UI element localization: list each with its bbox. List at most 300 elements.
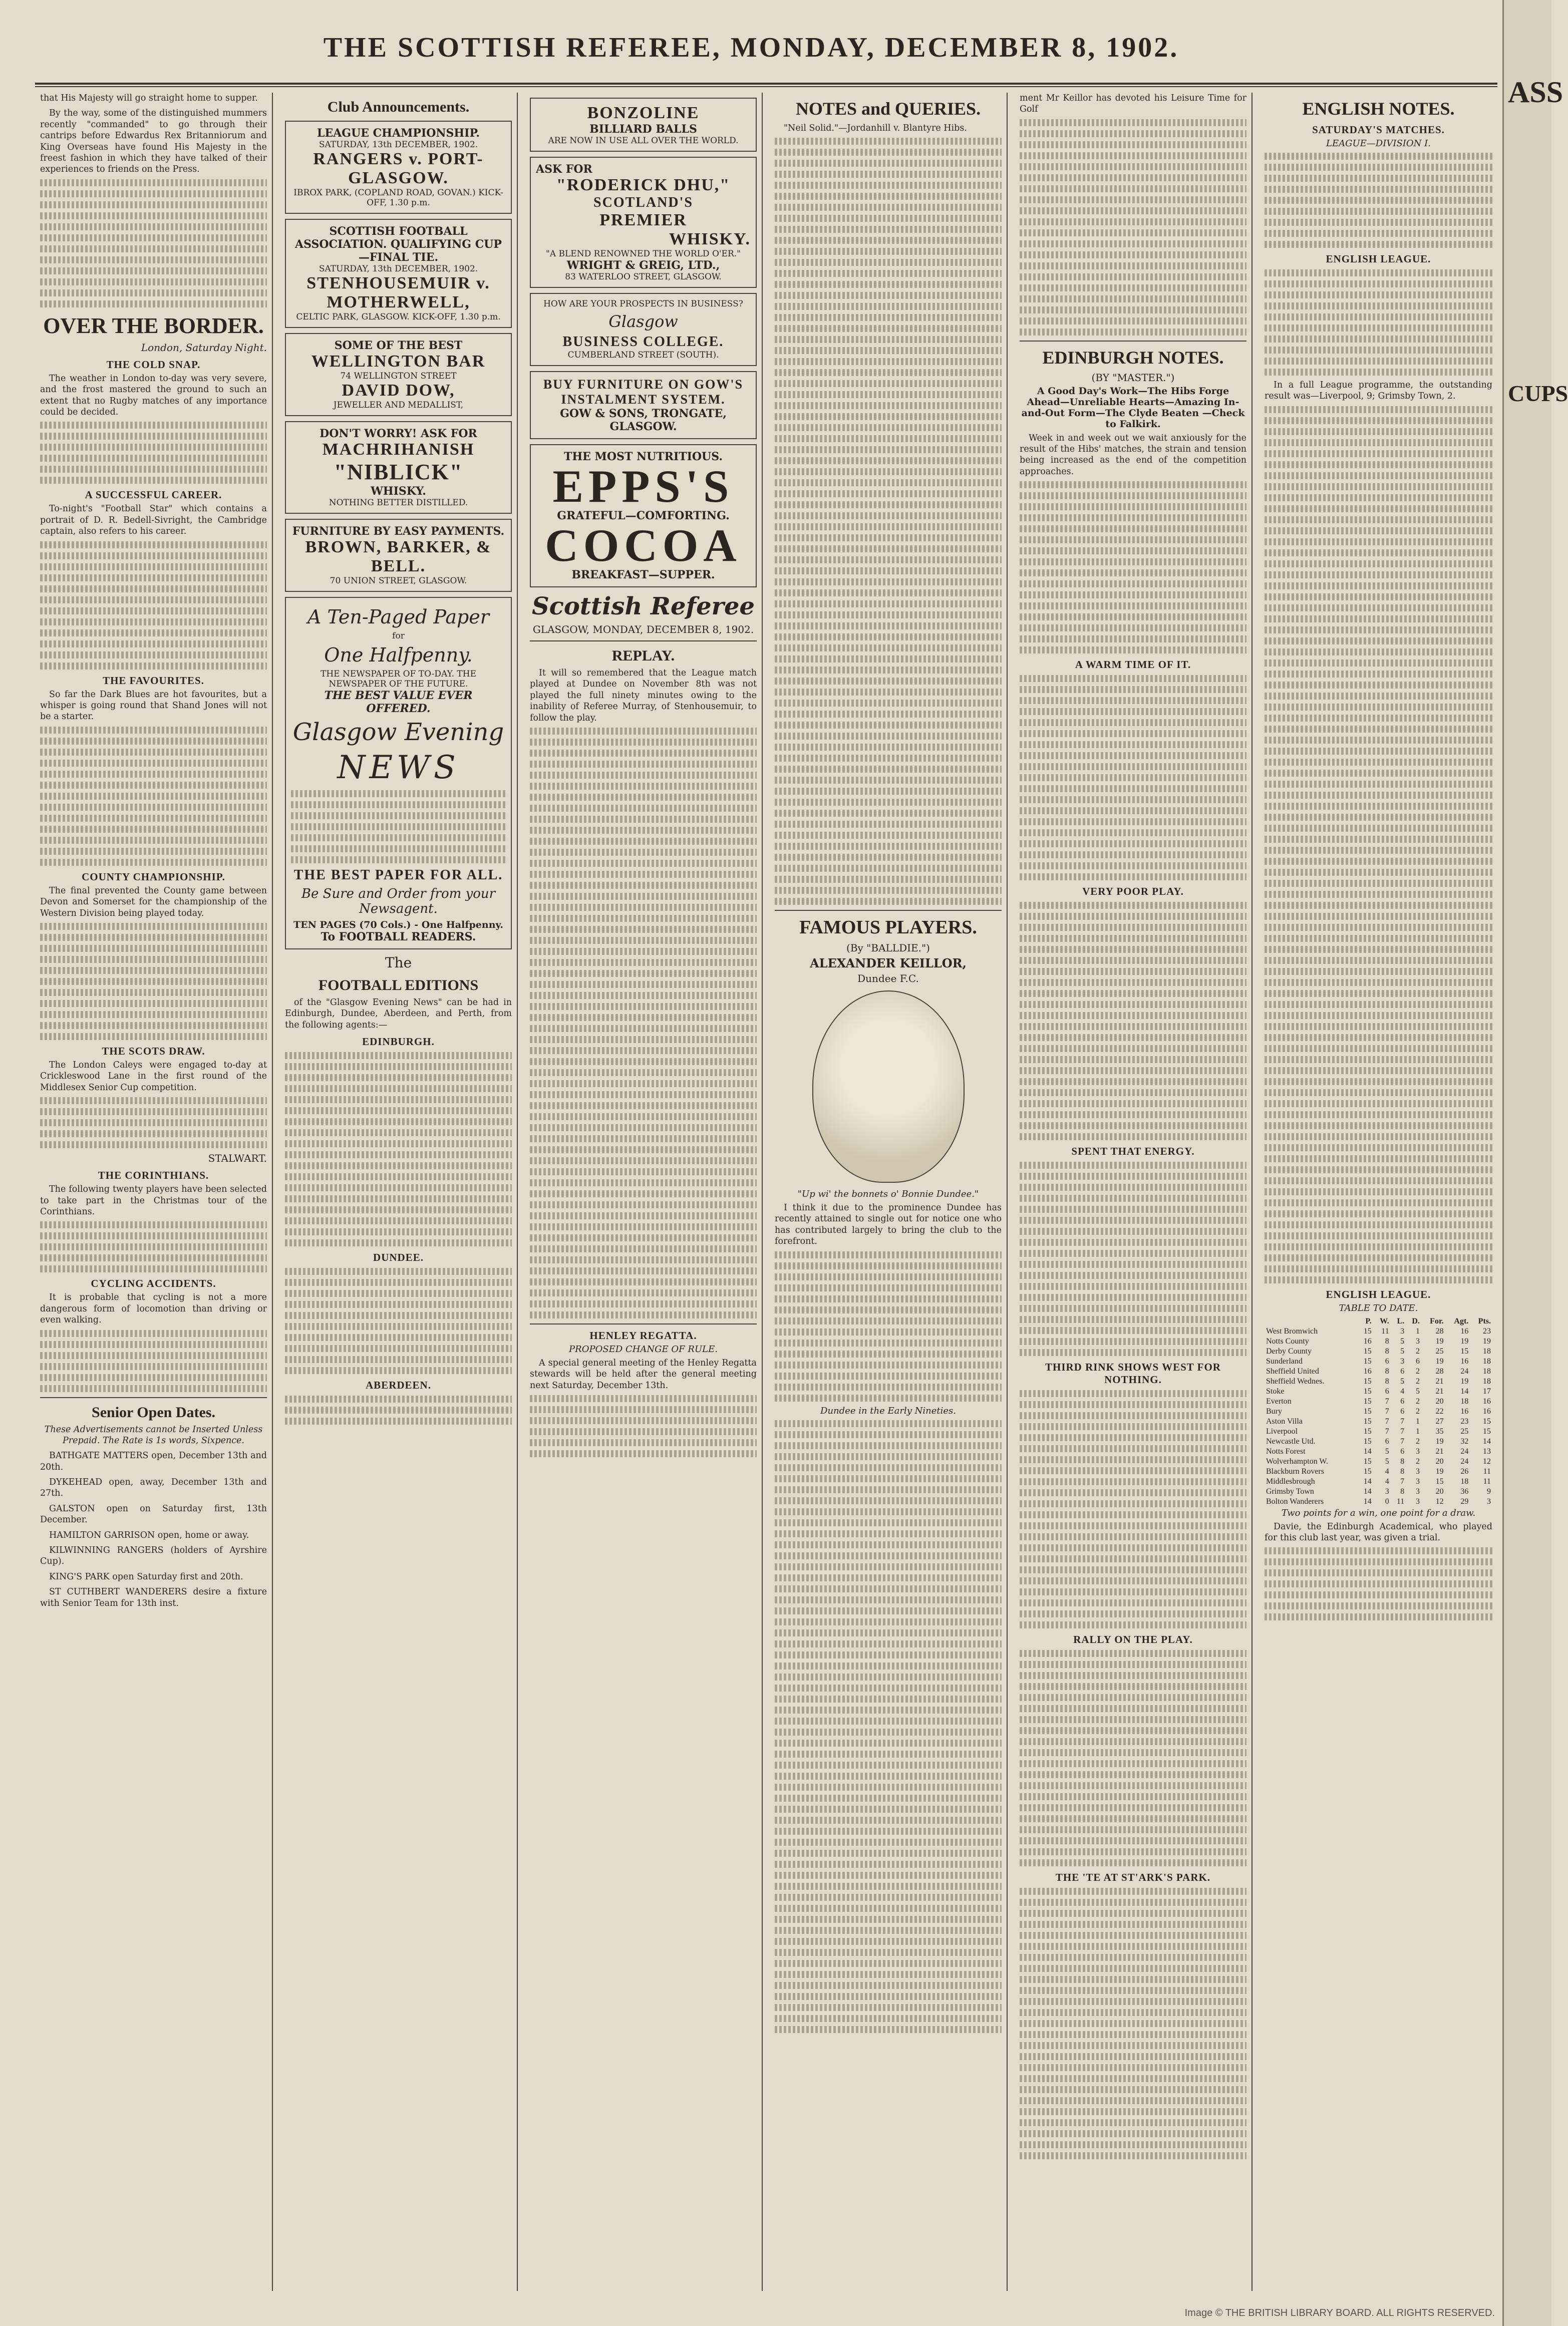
- text-lines: [1020, 902, 1246, 1140]
- table-cell: 6: [1415, 1357, 1420, 1366]
- ad-text: CELTIC PARK, GLASGOW. KICK-OFF, 1.30 p.m.: [296, 312, 501, 322]
- para: In a full League programme, the outstanding result was—Liverpool, 9; Grimsby Town, 2.: [1265, 380, 1492, 402]
- ad-text: MACHRIHANISH: [322, 440, 475, 459]
- table-cell: 2: [1415, 1437, 1420, 1446]
- table-cell: 16: [1363, 1337, 1372, 1346]
- ad-text: 83 WATERLOO STREET, GLASGOW.: [565, 272, 722, 282]
- masthead-rule: [35, 83, 1497, 85]
- table-row: [1265, 1477, 1492, 1487]
- table-cell: 20: [1435, 1397, 1444, 1406]
- para: The London Caleys were engaged to-day at Crickleswood Lane in the first round of the Middlesex Senior Cup competition.: [40, 1060, 267, 1093]
- ad-text: STENHOUSEMUIR v. MOTHERWELL,: [306, 274, 490, 311]
- ad-text: BROWN, BARKER, & BELL.: [305, 538, 492, 575]
- text-lines: [1020, 119, 1246, 336]
- table-cell: 16: [1460, 1407, 1469, 1416]
- table-cell: 11: [1396, 1497, 1405, 1506]
- para: "Neil Solid."—Jordanhill v. Blantyre Hibs.: [784, 123, 967, 133]
- table-cell: 19: [1460, 1337, 1469, 1346]
- table-cell: 5: [1400, 1377, 1405, 1386]
- paper-title: Scottish Referee: [531, 592, 755, 620]
- heading-famous-players: FAMOUS PLAYERS.: [799, 917, 977, 938]
- table-cell: 18: [1460, 1397, 1469, 1406]
- table-cell: 4: [1385, 1477, 1389, 1486]
- table-cell: 15: [1363, 1437, 1372, 1446]
- ad-text: THE NEWSPAPER OF TO-DAY. THE NEWSPAPER OF THE FUTURE.: [321, 669, 476, 689]
- heading-senior-open-dates: Senior Open Dates.: [92, 1404, 215, 1421]
- para: ment Mr Keillor has devoted his Leisure Time for Golf: [1020, 93, 1246, 115]
- divider: [1020, 341, 1246, 342]
- ad-text: 74 WELLINGTON STREET: [340, 371, 457, 381]
- table-cell: 18: [1483, 1347, 1491, 1356]
- ad-text: LEAGUE CHAMPIONSHIP.: [317, 127, 480, 140]
- text-lines: [1020, 481, 1246, 653]
- table-cell: 6: [1400, 1397, 1405, 1406]
- table-cell: 24: [1460, 1457, 1469, 1466]
- table-cell: 29: [1460, 1497, 1469, 1506]
- text-lines: [775, 1420, 1002, 2033]
- table-cell: 5: [1385, 1447, 1389, 1456]
- table-cell: 35: [1435, 1427, 1444, 1436]
- table-row: [1265, 1387, 1492, 1397]
- ad-text: EPPS'S: [552, 461, 734, 512]
- table-cell: Derby County: [1266, 1347, 1312, 1356]
- table-header-cell: For.: [1430, 1316, 1444, 1325]
- table-cell: 7: [1385, 1397, 1389, 1406]
- table-cell: Bury: [1266, 1407, 1282, 1416]
- para: of the "Glasgow Evening News" can be had in Edinburgh, Dundee, Aberdeen, and Perth, from the following agents:—: [285, 998, 512, 1030]
- table-row: [1265, 1397, 1492, 1407]
- table-cell: 3: [1487, 1497, 1491, 1506]
- subhead: ENGLISH LEAGUE.: [1326, 252, 1431, 265]
- table-header-cell: Pts.: [1478, 1316, 1491, 1325]
- para: The weather in London to-day was very severe, and the frost mastered the ground to such an extent that no Rugby matches of any importance could be decided.: [40, 373, 267, 418]
- ad-text: Glasgow: [608, 312, 678, 331]
- table-row: [1265, 1467, 1492, 1477]
- editions-the: The: [385, 954, 412, 971]
- table-cell: 5: [1385, 1457, 1389, 1466]
- table-cell: 3: [1400, 1357, 1405, 1366]
- para: I think it due to the prominence Dundee has recently attained to single out for notice one who has contributed largely to bring the club to the forefront.: [775, 1203, 1002, 1247]
- ad-league: [285, 121, 512, 214]
- table-cell: 1: [1415, 1417, 1420, 1426]
- column-1: [35, 93, 273, 2291]
- table-cell: 3: [1385, 1487, 1389, 1496]
- ad-text: DON'T WORRY! ASK FOR: [320, 427, 477, 440]
- table-cell: 3: [1415, 1467, 1420, 1476]
- table-cell: Everton: [1266, 1397, 1292, 1406]
- subhead: ABERDEEN.: [366, 1379, 431, 1392]
- table-cell: 15: [1460, 1347, 1469, 1356]
- ad-text: WRIGHT & GREIG, LTD.,: [566, 259, 720, 272]
- table-cell: 2: [1415, 1397, 1420, 1406]
- subhead: SPENT THAT ENERGY.: [1071, 1145, 1195, 1158]
- subhead: THIRD RINK SHOWS WEST FOR NOTHING.: [1045, 1361, 1221, 1386]
- table-cell: Notts County: [1266, 1337, 1309, 1346]
- table-cell: 7: [1400, 1417, 1405, 1426]
- ad-text: CUMBERLAND STREET (SOUTH).: [567, 350, 719, 360]
- ad-text: WHISKY.: [371, 485, 426, 498]
- table-cell: 15: [1363, 1467, 1372, 1476]
- table-cell: 3: [1415, 1497, 1420, 1506]
- subhead: TABLE TO DATE.: [1339, 1302, 1418, 1313]
- table-cell: 21: [1435, 1377, 1444, 1386]
- ad-text: Be Sure and Order from your Newsagent.: [301, 886, 496, 916]
- table-row: [1265, 1347, 1492, 1357]
- text-lines: [40, 541, 267, 670]
- table-cell: Blackburn Rovers: [1266, 1467, 1324, 1476]
- table-cell: 1: [1415, 1326, 1420, 1336]
- table-cell: 24: [1460, 1447, 1469, 1456]
- table-cell: 32: [1460, 1437, 1469, 1446]
- divider: [775, 910, 1002, 911]
- table-cell: 5: [1400, 1347, 1405, 1356]
- table-cell: 0: [1385, 1497, 1389, 1506]
- table-cell: 18: [1483, 1377, 1491, 1386]
- table-cell: 7: [1385, 1407, 1389, 1416]
- table-header-cell: D.: [1412, 1316, 1420, 1325]
- table-cell: 3: [1415, 1447, 1420, 1456]
- portrait-caption: "Up wi' the bonnets o' Bonnie Dundee.": [797, 1189, 979, 1200]
- text-lines: [40, 1097, 267, 1148]
- para: The final prevented the County game between Devon and Somerset for the championship of the Western Division being played today.: [40, 885, 267, 918]
- heading-edinburgh-notes: EDINBURGH NOTES.: [1042, 347, 1224, 368]
- ad-text: Glasgow Evening: [292, 718, 504, 746]
- table-row: [1265, 1487, 1492, 1497]
- ad-text: DAVID DOW,: [342, 381, 455, 400]
- table-cell: 7: [1400, 1477, 1405, 1486]
- table-cell: 15: [1363, 1407, 1372, 1416]
- table-cell: 1: [1415, 1427, 1420, 1436]
- heading-replay: REPLAY.: [611, 647, 675, 664]
- subhead: CYCLING ACCIDENTS.: [91, 1277, 216, 1290]
- table-cell: 2: [1415, 1367, 1420, 1376]
- text-lines: [1265, 269, 1492, 376]
- table-cell: 9: [1487, 1487, 1491, 1496]
- player-portrait-image: [812, 990, 965, 1183]
- table-cell: 6: [1400, 1447, 1405, 1456]
- subhead: COUNTY CHAMPIONSHIP.: [82, 870, 225, 883]
- text-lines: [775, 1251, 1002, 1402]
- divider: [530, 1323, 757, 1324]
- table-cell: 15: [1363, 1387, 1372, 1396]
- ad-text: for: [392, 631, 405, 641]
- subhead: DUNDEE.: [373, 1251, 424, 1264]
- ad-furniture: [285, 519, 512, 592]
- text-lines: [40, 179, 267, 307]
- ad-text: THE BEST PAPER FOR ALL.: [293, 867, 503, 883]
- para: It will so remembered that the League match played at Dundee on November 8th was not played the full ninety minutes owing to the inability of Referee Murray, of Stenhousemuir, to follow the play.: [530, 668, 757, 723]
- text-lines: [40, 727, 267, 866]
- table-cell: 28: [1435, 1367, 1444, 1376]
- heading-over-the-border: OVER THE BORDER.: [43, 313, 264, 338]
- table-cell: Bolton Wanderers: [1266, 1497, 1324, 1506]
- subhead: A WARM TIME OF IT.: [1075, 658, 1191, 671]
- player-name: ALEXANDER KEILLOR,: [810, 956, 967, 971]
- strip-heading: ASS: [1508, 76, 1563, 109]
- table-cell: 7: [1400, 1437, 1405, 1446]
- subhead: EDINBURGH.: [362, 1036, 435, 1048]
- ad-text: JEWELLER AND MEDALLIST,: [333, 400, 464, 410]
- subhead: VERY POOR PLAY.: [1082, 885, 1184, 898]
- subhead: THE COLD SNAP.: [106, 358, 201, 371]
- text-lines: [1020, 1390, 1246, 1628]
- columns: [35, 93, 1497, 2291]
- table-cell: 19: [1483, 1337, 1491, 1346]
- para: Davie, the Edinburgh Academical, who played for this club last year, was given a trial.: [1265, 1521, 1492, 1543]
- table-cell: 2: [1415, 1407, 1420, 1416]
- ad-text: GRATEFUL—COMFORTING.: [557, 509, 730, 522]
- table-cell: 17: [1483, 1387, 1491, 1396]
- ad-text: SCOTLAND'S: [593, 195, 693, 210]
- table-cell: 12: [1435, 1497, 1444, 1506]
- list-item: HAMILTON GARRISON open, home or away.: [49, 1530, 249, 1540]
- table-header-cell: P.: [1365, 1316, 1372, 1325]
- text-lines: [285, 1268, 512, 1374]
- heading-football-editions: FOOTBALL EDITIONS: [318, 977, 479, 993]
- ad-niblick: [285, 421, 512, 514]
- ad-text: WELLINGTON BAR: [311, 352, 486, 371]
- table-cell: 15: [1363, 1427, 1372, 1436]
- table-row: [1265, 1447, 1492, 1457]
- text-lines: [1020, 1162, 1246, 1356]
- table-cell: 28: [1435, 1326, 1444, 1336]
- table-cell: 14: [1460, 1387, 1469, 1396]
- para: Week in and week out we wait anxiously for the result of the Hibs' matches, the strain and tension being increased as the end of the competition approaches.: [1020, 433, 1246, 477]
- ad-evening-news: [285, 597, 512, 949]
- table-cell: 26: [1460, 1467, 1469, 1476]
- table-cell: 23: [1460, 1417, 1469, 1426]
- table-cell: 15: [1483, 1417, 1491, 1426]
- table-cell: 11: [1483, 1467, 1491, 1476]
- ad-text: NEWS: [337, 749, 460, 786]
- table-cell: Newcastle Utd.: [1266, 1437, 1316, 1446]
- subhead: PROPOSED CHANGE OF RULE.: [569, 1344, 718, 1355]
- list-item: KILWINNING RANGERS (holders of Ayrshire Cup).: [40, 1545, 267, 1567]
- table-header-cell: Agt.: [1454, 1316, 1469, 1325]
- table-cell: Liverpool: [1266, 1427, 1298, 1436]
- table-cell: 13: [1483, 1447, 1491, 1456]
- table-body: [1265, 1326, 1492, 1507]
- ad-text: NOTHING BETTER DISTILLED.: [329, 498, 468, 508]
- table-cell: 16: [1483, 1397, 1491, 1406]
- subhead: SATURDAY'S MATCHES.: [1312, 123, 1445, 136]
- table-cell: 19: [1435, 1337, 1444, 1346]
- table-cell: 14: [1363, 1497, 1372, 1506]
- table-cell: 8: [1385, 1347, 1389, 1356]
- table-cell: 3: [1415, 1487, 1420, 1496]
- divider: [40, 1397, 267, 1398]
- subhead: THE 'TE AT ST'ARK'S PARK.: [1055, 1871, 1211, 1884]
- deck: A Good Day's Work—The Hibs Forge Ahead—Unreliable Hearts—Amazing In-and-Out Form—The Clyde Beaten —Check to Falkirk.: [1021, 385, 1245, 430]
- table-cell: 19: [1460, 1377, 1469, 1386]
- ad-text: ASK FOR: [536, 163, 592, 176]
- table-cell: 15: [1363, 1457, 1372, 1466]
- table-cell: 8: [1400, 1487, 1405, 1496]
- table-cell: 24: [1460, 1367, 1469, 1376]
- table-cell: 15: [1363, 1357, 1372, 1366]
- table-cell: 15: [1363, 1417, 1372, 1426]
- table-row: [1265, 1497, 1492, 1507]
- text-lines: [285, 1052, 512, 1246]
- table-cell: 14: [1483, 1437, 1491, 1446]
- table-cell: 16: [1460, 1357, 1469, 1366]
- ad-text: SOME OF THE BEST: [334, 339, 463, 352]
- table-header-cell: [1265, 1316, 1357, 1326]
- table-cell: 18: [1483, 1367, 1491, 1376]
- table-cell: Notts Forest: [1266, 1447, 1306, 1456]
- table-cell: 15: [1363, 1326, 1372, 1336]
- text-lines: [40, 1221, 267, 1272]
- table-cell: 3: [1400, 1326, 1405, 1336]
- ad-text: "A BLEND RENOWNED THE WORLD O'ER.": [546, 249, 741, 259]
- table-row: [1265, 1337, 1492, 1347]
- adjacent-page-strip: [1502, 0, 1568, 2326]
- paper-date: GLASGOW, MONDAY, DECEMBER 8, 1902.: [532, 623, 754, 635]
- table-cell: Wolverhampton W.: [1266, 1457, 1329, 1466]
- table-cell: 27: [1435, 1417, 1444, 1426]
- table-cell: 5: [1400, 1337, 1405, 1346]
- ad-text: BUY FURNITURE ON GOW'S INSTALMENT SYSTEM.: [543, 377, 744, 407]
- table-cell: 7: [1385, 1427, 1389, 1436]
- text-lines: [40, 923, 267, 1040]
- table-cell: 14: [1363, 1487, 1372, 1496]
- ad-text: "NIBLICK": [334, 460, 463, 484]
- text-lines: [285, 1396, 512, 1425]
- text-lines: [1265, 153, 1492, 248]
- table-cell: 2: [1415, 1457, 1420, 1466]
- list-item: DYKEHEAD open, away, December 13th and 27th.: [40, 1477, 267, 1499]
- ad-text: One Halfpenny.: [324, 644, 473, 666]
- ad-text: 70 UNION STREET, GLASGOW.: [330, 576, 467, 586]
- ad-sfa: [285, 219, 512, 328]
- table-cell: Middlesbrough: [1266, 1477, 1315, 1486]
- table-cell: 4: [1385, 1467, 1389, 1476]
- table-cell: 11: [1483, 1477, 1491, 1486]
- ad-text: WHISKY.: [669, 230, 751, 248]
- table-cell: 16: [1483, 1407, 1491, 1416]
- table-cell: 4: [1400, 1387, 1405, 1396]
- ad-wellington: [285, 333, 512, 416]
- column-5: [1015, 93, 1252, 2291]
- table-row: [1265, 1357, 1492, 1367]
- para: So far the Dark Blues are hot favourites, but a whisper is going round that Shand Jones will not be a starter.: [40, 689, 267, 722]
- table-row: [1265, 1457, 1492, 1467]
- table-cell: 8: [1385, 1377, 1389, 1386]
- ad-epps-cocoa: [530, 444, 757, 587]
- ad-gow: [530, 371, 757, 439]
- heading-english-notes: ENGLISH NOTES.: [1302, 99, 1455, 119]
- table-cell: 19: [1435, 1437, 1444, 1446]
- column-6: [1260, 93, 1497, 2291]
- ad-text: BONZOLINE: [587, 104, 700, 122]
- heading-club-announcements: Club Announcements.: [327, 99, 470, 115]
- table-cell: West Bromwich: [1266, 1326, 1318, 1336]
- text-lines: [40, 422, 267, 484]
- masthead: THE SCOTTISH REFEREE, MONDAY, DECEMBER 8, 1902.: [323, 32, 1179, 63]
- list-item: KING'S PARK open Saturday first and 20th.: [49, 1571, 243, 1582]
- table-cell: Sheffield United: [1266, 1367, 1319, 1376]
- para: It is probable that cycling is not a more dangerous form of locomotion than driving or even walking.: [40, 1292, 267, 1325]
- ad-text: "RODERICK DHU,": [556, 176, 731, 194]
- divider: [530, 640, 757, 641]
- ad-text: ARE NOW IN USE ALL OVER THE WORLD.: [548, 136, 739, 146]
- table-cell: 8: [1385, 1337, 1389, 1346]
- table-row: [1265, 1367, 1492, 1377]
- strip-heading: CUPS: [1508, 381, 1568, 406]
- text-lines: [1265, 1547, 1492, 1620]
- text-lines: [1020, 1888, 1246, 2159]
- table-cell: 3: [1415, 1337, 1420, 1346]
- column-4: [770, 93, 1008, 2291]
- ad-text: BREAKFAST—SUPPER.: [571, 568, 715, 581]
- subhead: THE FAVOURITES.: [103, 674, 204, 687]
- table-cell: 5: [1415, 1387, 1420, 1396]
- ad-text: HOW ARE YOUR PROSPECTS IN BUSINESS?: [543, 299, 743, 309]
- table-note: Two points for a win, one point for a draw.: [1281, 1507, 1476, 1518]
- ad-text: BUSINESS COLLEGE.: [562, 334, 724, 350]
- ad-text: RANGERS v. PORT-GLASGOW.: [313, 150, 484, 187]
- list-item: GALSTON open on Saturday first, 13th December.: [40, 1503, 267, 1525]
- table-cell: 7: [1400, 1427, 1405, 1436]
- table-cell: 21: [1435, 1387, 1444, 1396]
- byline: (BY "MASTER."): [1091, 371, 1175, 384]
- table-cell: Sheffield Wednes.: [1266, 1377, 1325, 1386]
- table-cell: 22: [1435, 1407, 1444, 1416]
- table-cell: 15: [1483, 1427, 1491, 1436]
- dateline: London, Saturday Night.: [141, 341, 267, 354]
- table-cell: 2: [1415, 1377, 1420, 1386]
- subhead: LEAGUE—DIVISION I.: [1326, 138, 1431, 149]
- para: The following twenty players have been selected to take part in the Christmas tour of the Corinthians.: [40, 1184, 267, 1217]
- table-row: [1265, 1407, 1492, 1417]
- table-row: [1265, 1427, 1492, 1437]
- text-lines: [775, 138, 1002, 905]
- table-cell: 14: [1363, 1477, 1372, 1486]
- table-cell: 36: [1460, 1487, 1469, 1496]
- list-item: BATHGATE MATTERS open, December 13th and 20th.: [40, 1451, 267, 1472]
- ad-text: SCOTTISH FOOTBALL ASSOCIATION. QUALIFYING CUP—FINAL TIE.: [295, 225, 502, 264]
- table-row: [1265, 1417, 1492, 1427]
- subhead: RALLY ON THE PLAY.: [1073, 1633, 1193, 1646]
- table-cell: 6: [1400, 1367, 1405, 1376]
- subhead: HENLEY REGATTA.: [589, 1329, 697, 1342]
- table-cell: 25: [1435, 1347, 1444, 1356]
- table-cell: 7: [1385, 1417, 1389, 1426]
- ad-text: COCOA: [545, 520, 742, 571]
- player-club: Dundee F.C.: [857, 972, 919, 985]
- para: A special general meeting of the Henley Regatta stewards will be held after the general meeting next Saturday, December 13th.: [530, 1358, 757, 1391]
- table-cell: Sunderland: [1266, 1357, 1303, 1366]
- column-2: [280, 93, 518, 2291]
- ad-text: FURNITURE BY EASY PAYMENTS.: [292, 525, 505, 538]
- table-cell: 2: [1415, 1347, 1420, 1356]
- table-row: [1265, 1437, 1492, 1447]
- table-cell: 6: [1385, 1437, 1389, 1446]
- table-cell: 6: [1400, 1407, 1405, 1416]
- text-lines: [1020, 675, 1246, 880]
- ad-text: GOW & SONS, TRONGATE, GLASGOW.: [560, 407, 727, 433]
- heading-notes-queries: NOTES and QUERIES.: [795, 99, 981, 119]
- ad-text: To FOOTBALL READERS.: [321, 930, 476, 943]
- text-lines: [291, 790, 506, 863]
- table-cell: 6: [1385, 1357, 1389, 1366]
- table-cell: 8: [1400, 1457, 1405, 1466]
- subhead: A SUCCESSFUL CAREER.: [85, 489, 222, 501]
- table-cell: Stoke: [1266, 1387, 1285, 1396]
- byline: (By "BALLDIE."): [846, 942, 930, 954]
- ad-text: TEN PAGES (70 Cols.) - One Halfpenny.: [293, 919, 503, 930]
- table-cell: 8: [1400, 1467, 1405, 1476]
